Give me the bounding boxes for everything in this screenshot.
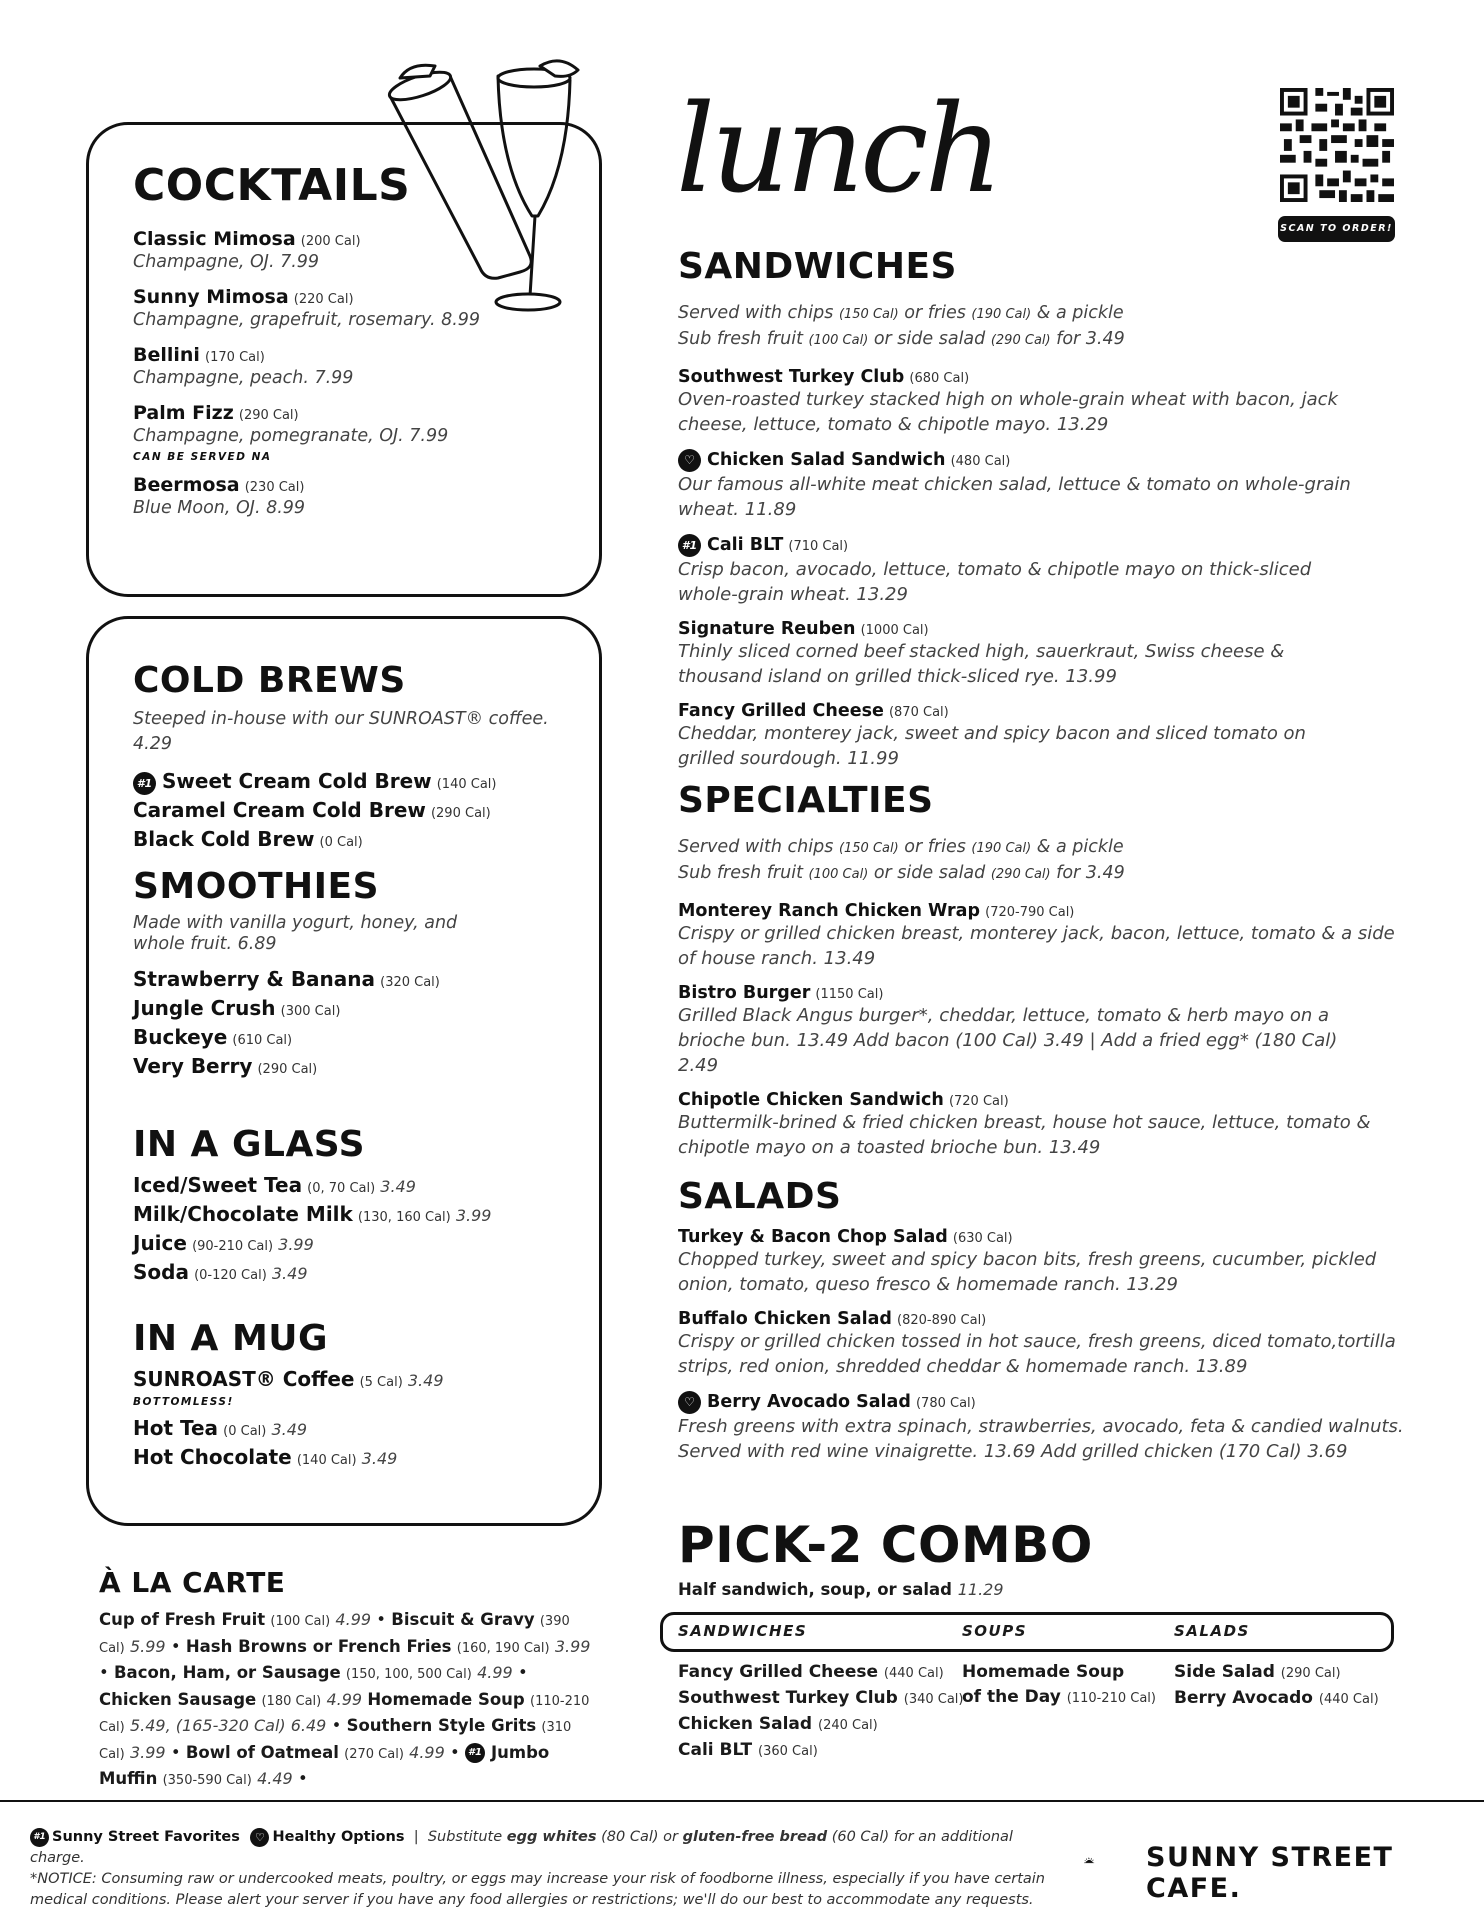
- list-item: [133, 1052, 513, 1081]
- item-price: 3.49: [380, 1177, 416, 1196]
- healthy-heart-icon: ♡: [678, 1391, 701, 1414]
- item-calories: (710 Cal): [788, 539, 849, 554]
- item-tag: BOTTOMLESS!: [133, 1396, 234, 1408]
- footer-notes: #1 Sunny Street Favorites ♡ Healthy Options | Substitute egg whites (80 Cal) or gluten-free bread (60 Cal) for an additional charge. *NOTICE: Consuming raw or undercooked meats, poultry, or eggs may increase your risk of foodborne illness, especially if you have certain medical conditions. Please alert your server if you have any food allergies or restrictions; we'll do our best to accommodate any requests.: [30, 1827, 1070, 1911]
- item-name: Sweet Cream Cold Brew: [162, 769, 432, 793]
- sunny-street-sun-logo-icon: [1084, 1838, 1146, 1882]
- cold-brews-heading: COLD BREWS: [133, 660, 406, 701]
- list-item: [133, 1200, 573, 1229]
- list-item: [133, 1023, 513, 1052]
- salads-section: [678, 1176, 1408, 1464]
- list-item: [678, 701, 1408, 771]
- item-name: Palm Fizz: [133, 402, 234, 424]
- combo-salad-list: [1174, 1660, 1379, 1712]
- list-item: Fancy Grilled Cheese (440 Cal): [678, 1662, 944, 1682]
- item-name: Chipotle Chicken Sandwich: [678, 1090, 944, 1110]
- list-item: Side Salad (290 Cal): [1174, 1662, 1341, 1682]
- list-item: [678, 449, 1408, 522]
- item-price: 3.49: [361, 1449, 398, 1468]
- list-item: [133, 1171, 573, 1200]
- item-description: Cheddar, monterey jack, sweet and spicy bacon and sliced tomato on grilled sourdough. 11.99: [678, 723, 1306, 769]
- brand-logo-text: SUNNY STREET CAFE.: [1146, 1842, 1394, 1904]
- item-description: Thinly sliced corned beef stacked high, sauerkraut, Swiss cheese & thousand island on grilled thick-sliced rye. 13.99: [678, 641, 1285, 687]
- item-calories: (220 Cal): [293, 292, 354, 307]
- favorite-badge-icon: #1: [133, 772, 156, 795]
- list-item: Southwest Turkey Club (340 Cal): [678, 1688, 964, 1708]
- item-name: Sunny Mimosa: [133, 286, 289, 308]
- item-calories: (200 Cal): [300, 234, 361, 249]
- item-calories: (140 Cal): [296, 1453, 357, 1468]
- list-item: [133, 286, 493, 333]
- item-description: Champagne, peach. 7.99: [133, 368, 354, 388]
- salads-heading: SALADS: [678, 1176, 842, 1217]
- item-name: Classic Mimosa: [133, 228, 296, 250]
- list-item: [133, 474, 493, 521]
- item-name: Chicken Salad Sandwich: [707, 450, 946, 470]
- item-name: Bellini: [133, 344, 200, 366]
- healthy-heart-icon: ♡: [250, 1828, 269, 1847]
- item-description: Champagne, OJ. 7.99: [133, 252, 320, 272]
- sandwiches-heading: SANDWICHES: [678, 246, 957, 287]
- list-item: [678, 1309, 1408, 1379]
- smoothies-heading: SMOOTHIES: [133, 866, 380, 907]
- list-item: [133, 1414, 573, 1443]
- substitute-line: Sub fresh fruit (100 Cal) or side salad (290 Cal) for 3.49: [678, 863, 1125, 883]
- item-name: Cali BLT: [707, 535, 784, 555]
- item-description: Crispy or grilled chicken breast, monterey jack, bacon, lettuce, tomato & a side of house ranch. 13.49: [678, 923, 1395, 969]
- item-price: 3.99: [278, 1235, 314, 1254]
- combo-price: 11.29: [957, 1580, 1004, 1599]
- list-item: Homemade Soup (110-210 Cal) 5.49, (165-320 Cal) 6.49: [99, 1689, 590, 1735]
- item-description: Crisp bacon, avocado, lettuce, tomato & chipotle mayo on thick-sliced whole-grain wheat. 13.29: [678, 559, 1312, 605]
- item-calories: (290 Cal): [238, 408, 299, 423]
- item-name: Monterey Ranch Chicken Wrap: [678, 901, 981, 921]
- item-price: 3.49: [271, 1420, 308, 1439]
- specialties-heading: SPECIALTIES: [678, 780, 934, 821]
- item-calories: (0 Cal): [319, 835, 363, 850]
- in-a-glass-section: [133, 1124, 573, 1287]
- item-name: Hot Chocolate: [133, 1445, 292, 1469]
- item-name: Signature Reuben: [678, 619, 856, 639]
- item-calories: (300 Cal): [280, 1004, 341, 1019]
- item-price: 3.49: [271, 1264, 308, 1283]
- item-calories: (290 Cal): [257, 1062, 318, 1077]
- item-name: Black Cold Brew: [133, 827, 315, 851]
- item-description: Fresh greens with extra spinach, strawberries, avocado, feta & candied walnuts. Served with red wine vinaigrette. 13.69 Add grilled chicken (170 Cal) 3.69: [678, 1416, 1404, 1462]
- item-description: Crispy or grilled chicken tossed in hot sauce, fresh greens, diced tomato,tortilla strips, red onion, shredded cheddar & homemade ranch. 13.89: [678, 1331, 1396, 1377]
- item-description: Our famous all-white meat chicken salad, lettuce & tomato on whole-grain wheat. 11.89: [678, 474, 1351, 520]
- item-name: Turkey & Bacon Chop Salad: [678, 1227, 948, 1247]
- item-name: Bistro Burger: [678, 983, 811, 1003]
- a-la-carte-heading: À LA CARTE: [99, 1566, 286, 1599]
- smoothies-section: [133, 866, 513, 1081]
- qr-code-icon[interactable]: [1280, 88, 1394, 202]
- scan-to-order-button[interactable]: SCAN TO ORDER!: [1278, 216, 1395, 242]
- list-item: Cali BLT (360 Cal): [678, 1740, 818, 1760]
- list-item: [678, 534, 1408, 607]
- combo-soup-list: [962, 1660, 1156, 1711]
- cold-brews-description: Steeped in-house with our SUNROAST® coffee. 4.29: [133, 709, 549, 754]
- list-item: Southern Style Grits (310 Cal) 3.99: [99, 1716, 572, 1762]
- list-item: [133, 994, 513, 1023]
- item-calories: (290 Cal): [430, 806, 491, 821]
- served-with-line: Served with chips (150 Cal) or fries (190 Cal) & a pickle: [678, 837, 1124, 857]
- item-calories: (630 Cal): [952, 1231, 1013, 1246]
- list-item: [678, 619, 1408, 689]
- item-name: Very Berry: [133, 1054, 253, 1078]
- sandwiches-section: [678, 246, 1408, 771]
- item-name: Soda: [133, 1260, 189, 1284]
- favorite-badge-icon: #1: [465, 1743, 485, 1763]
- lunch-title: lunch: [676, 78, 1000, 220]
- item-tag: CAN BE SERVED NA: [133, 451, 272, 463]
- item-calories: (720-790 Cal): [985, 905, 1075, 920]
- item-calories: (140 Cal): [436, 777, 497, 792]
- item-calories: (870 Cal): [888, 705, 949, 720]
- combo-header-soups: SOUPS: [962, 1622, 1028, 1640]
- in-a-glass-heading: IN A GLASS: [133, 1124, 366, 1165]
- cold-brews-section: [133, 660, 573, 854]
- item-description: Champagne, grapefruit, rosemary. 8.99: [133, 310, 481, 330]
- footer-divider: [0, 1800, 1484, 1802]
- item-calories: (480 Cal): [950, 454, 1011, 469]
- item-description: Buttermilk-brined & fried chicken breast, house hot sauce, lettuce, tomato & chipotle mayo on a toasted brioche bun. 13.49: [678, 1112, 1371, 1158]
- footer-notice: *NOTICE: Consuming raw or undercooked meats, poultry, or eggs may increase your risk of foodborne illness, especially if you have certain medical conditions. Please alert your server if you have any food allergies or restrictions; we'll do our best to accommodate any requests.: [30, 1871, 1045, 1908]
- item-name: Fancy Grilled Cheese: [678, 701, 884, 721]
- item-price: 3.49: [407, 1371, 444, 1390]
- legend-favorites: Sunny Street Favorites: [52, 1829, 240, 1845]
- list-item: [678, 983, 1408, 1078]
- item-calories: (320 Cal): [380, 975, 440, 990]
- item-calories: (130, 160 Cal): [357, 1210, 451, 1225]
- item-description: Grilled Black Angus burger*, cheddar, lettuce, tomato & herb mayo on a brioche bun. 13.49 Add bacon (100 Cal) 3.49 | Add a fried egg* (180 Cal) 2.49: [678, 1005, 1338, 1076]
- list-item: [678, 1391, 1408, 1464]
- item-calories: (170 Cal): [205, 350, 265, 365]
- list-item: [133, 1365, 573, 1394]
- list-item: [133, 228, 493, 275]
- item-calories: (820-890 Cal): [897, 1313, 987, 1328]
- list-item: [678, 1090, 1408, 1160]
- item-name: Buffalo Chicken Salad: [678, 1309, 892, 1329]
- list-item: [678, 901, 1408, 971]
- list-item: Homemade Soup: [962, 1662, 1125, 1682]
- combo-header-sandwiches: SANDWICHES: [678, 1622, 808, 1640]
- list-item: Chicken Sausage (180 Cal) 4.99: [99, 1689, 363, 1709]
- list-item: [133, 402, 493, 463]
- combo-sandwich-list: [678, 1660, 964, 1764]
- list-item: [678, 367, 1408, 437]
- item-calories: (5 Cal): [359, 1375, 403, 1390]
- favorite-badge-icon: #1: [30, 1828, 49, 1847]
- cocktail-list: [133, 228, 493, 532]
- list-item: [133, 825, 573, 854]
- list-item: [133, 965, 513, 994]
- healthy-heart-icon: ♡: [678, 449, 701, 472]
- item-name: SUNROAST® Coffee: [133, 1367, 355, 1391]
- list-item: Chicken Salad (240 Cal): [678, 1714, 878, 1734]
- list-item: Hash Browns or French Fries (160, 190 Cal) 3.99: [185, 1636, 591, 1656]
- combo-subtitle: Half sandwich, soup, or salad 11.29: [678, 1580, 1004, 1599]
- list-item: Bacon, Ham, or Sausage (150, 100, 500 Cal) 4.99: [113, 1663, 513, 1682]
- item-description: Blue Moon, OJ. 8.99: [133, 498, 306, 518]
- list-item: [133, 796, 573, 825]
- item-calories: (1150 Cal): [815, 987, 884, 1002]
- legend-healthy: Healthy Options: [272, 1829, 405, 1845]
- item-calories: (0 Cal): [223, 1424, 267, 1439]
- item-name: Southwest Turkey Club: [678, 367, 905, 387]
- favorite-badge-icon: #1: [678, 534, 701, 557]
- item-name: Juice: [133, 1231, 187, 1255]
- list-item: [133, 1443, 573, 1472]
- list-item: Berry Avocado (440 Cal): [1174, 1688, 1379, 1708]
- item-calories: (780 Cal): [915, 1396, 976, 1411]
- specialties-section: [678, 780, 1408, 1160]
- a-la-carte-list: Cup of Fresh Fruit (100 Cal) 4.99 • Biscuit & Gravy (390 Cal) 5.99 • Hash Browns or French Fries (160, 190 Cal) 3.99 • Bacon, Ham, or Sausage (150, 100, 500 Cal) 4.99 • Chicken Sausage (180 Cal) 4.99 Homemade Soup (110-210 Cal) 5.49, (165-320 Cal) 6.49 • Southern Style Grits (310 Cal) 3.99 • Bowl of Oatmeal (270 Cal) 4.99 • #1 Jumbo Muffin (350-590 Cal) 4.49 •: [99, 1610, 591, 1788]
- item-calories: (610 Cal): [232, 1033, 293, 1048]
- list-item: #1 Jumbo Muffin (350-590 Cal) 4.49: [99, 1742, 550, 1788]
- item-name: Iced/Sweet Tea: [133, 1173, 303, 1197]
- item-name: Jungle Crush: [133, 996, 276, 1020]
- served-with-line: Served with chips (150 Cal) or fries (190 Cal) & a pickle: [678, 303, 1124, 323]
- item-calories: (680 Cal): [909, 371, 970, 386]
- substitute-line: Sub fresh fruit (100 Cal) or side salad (290 Cal) for 3.49: [678, 329, 1125, 349]
- item-name: Hot Tea: [133, 1416, 219, 1440]
- item-description: Oven-roasted turkey stacked high on whole-grain wheat with bacon, jack cheese, lettuce, tomato & chipotle mayo. 13.29: [678, 389, 1338, 435]
- list-item: [678, 1227, 1408, 1297]
- item-name: Beermosa: [133, 474, 240, 496]
- item-name: Milk/Chocolate Milk: [133, 1202, 353, 1226]
- list-item: [133, 767, 573, 796]
- item-calories: (1000 Cal): [860, 623, 929, 638]
- item-calories: (0-120 Cal): [194, 1268, 267, 1283]
- list-item: [133, 1229, 573, 1258]
- list-item: Bowl of Oatmeal (270 Cal) 4.99: [185, 1742, 445, 1762]
- item-calories: (0, 70 Cal): [307, 1181, 376, 1196]
- in-a-mug-section: [133, 1318, 573, 1472]
- combo-header-salads: SALADS: [1174, 1622, 1250, 1640]
- list-item: of the Day (110-210 Cal): [962, 1687, 1156, 1707]
- item-name: Strawberry & Banana: [133, 967, 376, 991]
- item-calories: (90-210 Cal): [192, 1239, 274, 1254]
- item-name: Buckeye: [133, 1025, 228, 1049]
- list-item: Cup of Fresh Fruit (100 Cal) 4.99: [99, 1610, 372, 1629]
- list-item: [133, 344, 493, 391]
- item-description: Champagne, pomegranate, OJ. 7.99: [133, 426, 449, 446]
- smoothies-description: Made with vanilla yogurt, honey, and whole fruit. 6.89: [133, 913, 458, 954]
- item-calories: (720 Cal): [948, 1094, 1009, 1109]
- list-item: [133, 1258, 573, 1287]
- combo-heading: PICK-2 COMBO: [678, 1516, 1093, 1574]
- list-item: Biscuit & Gravy (390 Cal) 5.99: [99, 1610, 570, 1656]
- item-description: Chopped turkey, sweet and spicy bacon bits, fresh greens, cucumber, pickled onion, tomato, queso fresco & homemade ranch. 13.29: [678, 1249, 1377, 1295]
- item-name: Caramel Cream Cold Brew: [133, 798, 426, 822]
- item-name: Berry Avocado Salad: [707, 1392, 911, 1412]
- in-a-mug-heading: IN A MUG: [133, 1318, 329, 1359]
- cocktails-heading: COCKTAILS: [133, 160, 411, 211]
- item-calories: (230 Cal): [244, 480, 305, 495]
- item-price: 3.99: [455, 1206, 492, 1225]
